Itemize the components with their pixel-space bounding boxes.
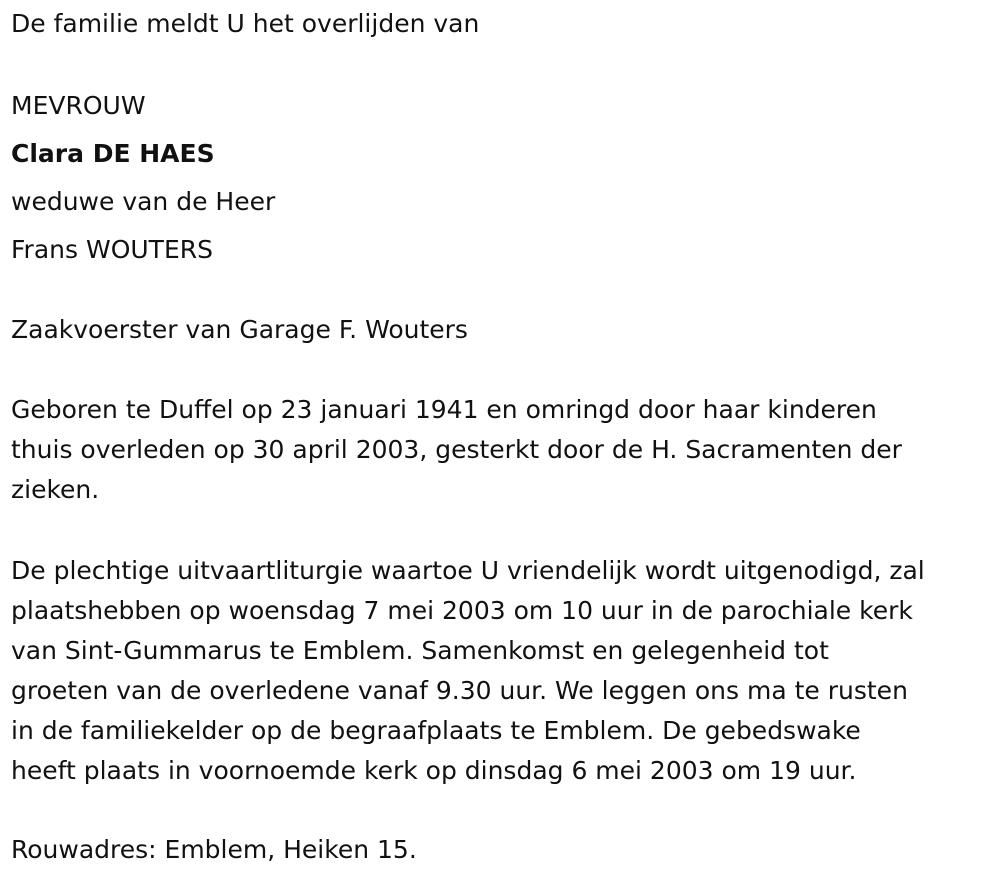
funeral-line: groeten van de overledene vanaf 9.30 uur. We leggen ons ma te rusten: [11, 676, 908, 705]
mourning-address: Rouwadres: Emblem, Heiken 15.: [11, 835, 417, 864]
funeral-line: De plechtige uitvaartliturgie waartoe U vriendelijk wordt uitgenodigd, zal: [11, 556, 925, 585]
honorific-title: MEVROUW: [11, 91, 146, 120]
birth-death-line: thuis overleden op 30 april 2003, gesterkt door de H. Sacramenten der: [11, 435, 902, 464]
funeral-line: van Sint-Gummarus te Emblem. Samenkomst en gelegenheid tot: [11, 636, 829, 665]
funeral-paragraph: [11, 551, 991, 791]
funeral-line: heeft plaats in voornoemde kerk op dinsdag 6 mei 2003 om 19 uur.: [11, 756, 857, 785]
birth-death-line: Geboren te Duffel op 23 januari 1941 en omringd door haar kinderen: [11, 395, 877, 424]
deceased-name: Clara DE HAES: [11, 139, 215, 168]
funeral-line: in de familiekelder op de begraafplaats te Emblem. De gebedswake: [11, 716, 861, 745]
spouse-name: Frans WOUTERS: [11, 235, 213, 264]
birth-death-paragraph: [11, 390, 991, 510]
widow-of-text: weduwe van de Heer: [11, 187, 276, 216]
funeral-line: plaatshebben op woensdag 7 mei 2003 om 10 uur in de parochiale kerk: [11, 596, 913, 625]
occupation-text: Zaakvoerster van Garage F. Wouters: [11, 315, 468, 344]
intro-text: De familie meldt U het overlijden van: [11, 9, 480, 38]
birth-death-line: zieken.: [11, 475, 100, 504]
